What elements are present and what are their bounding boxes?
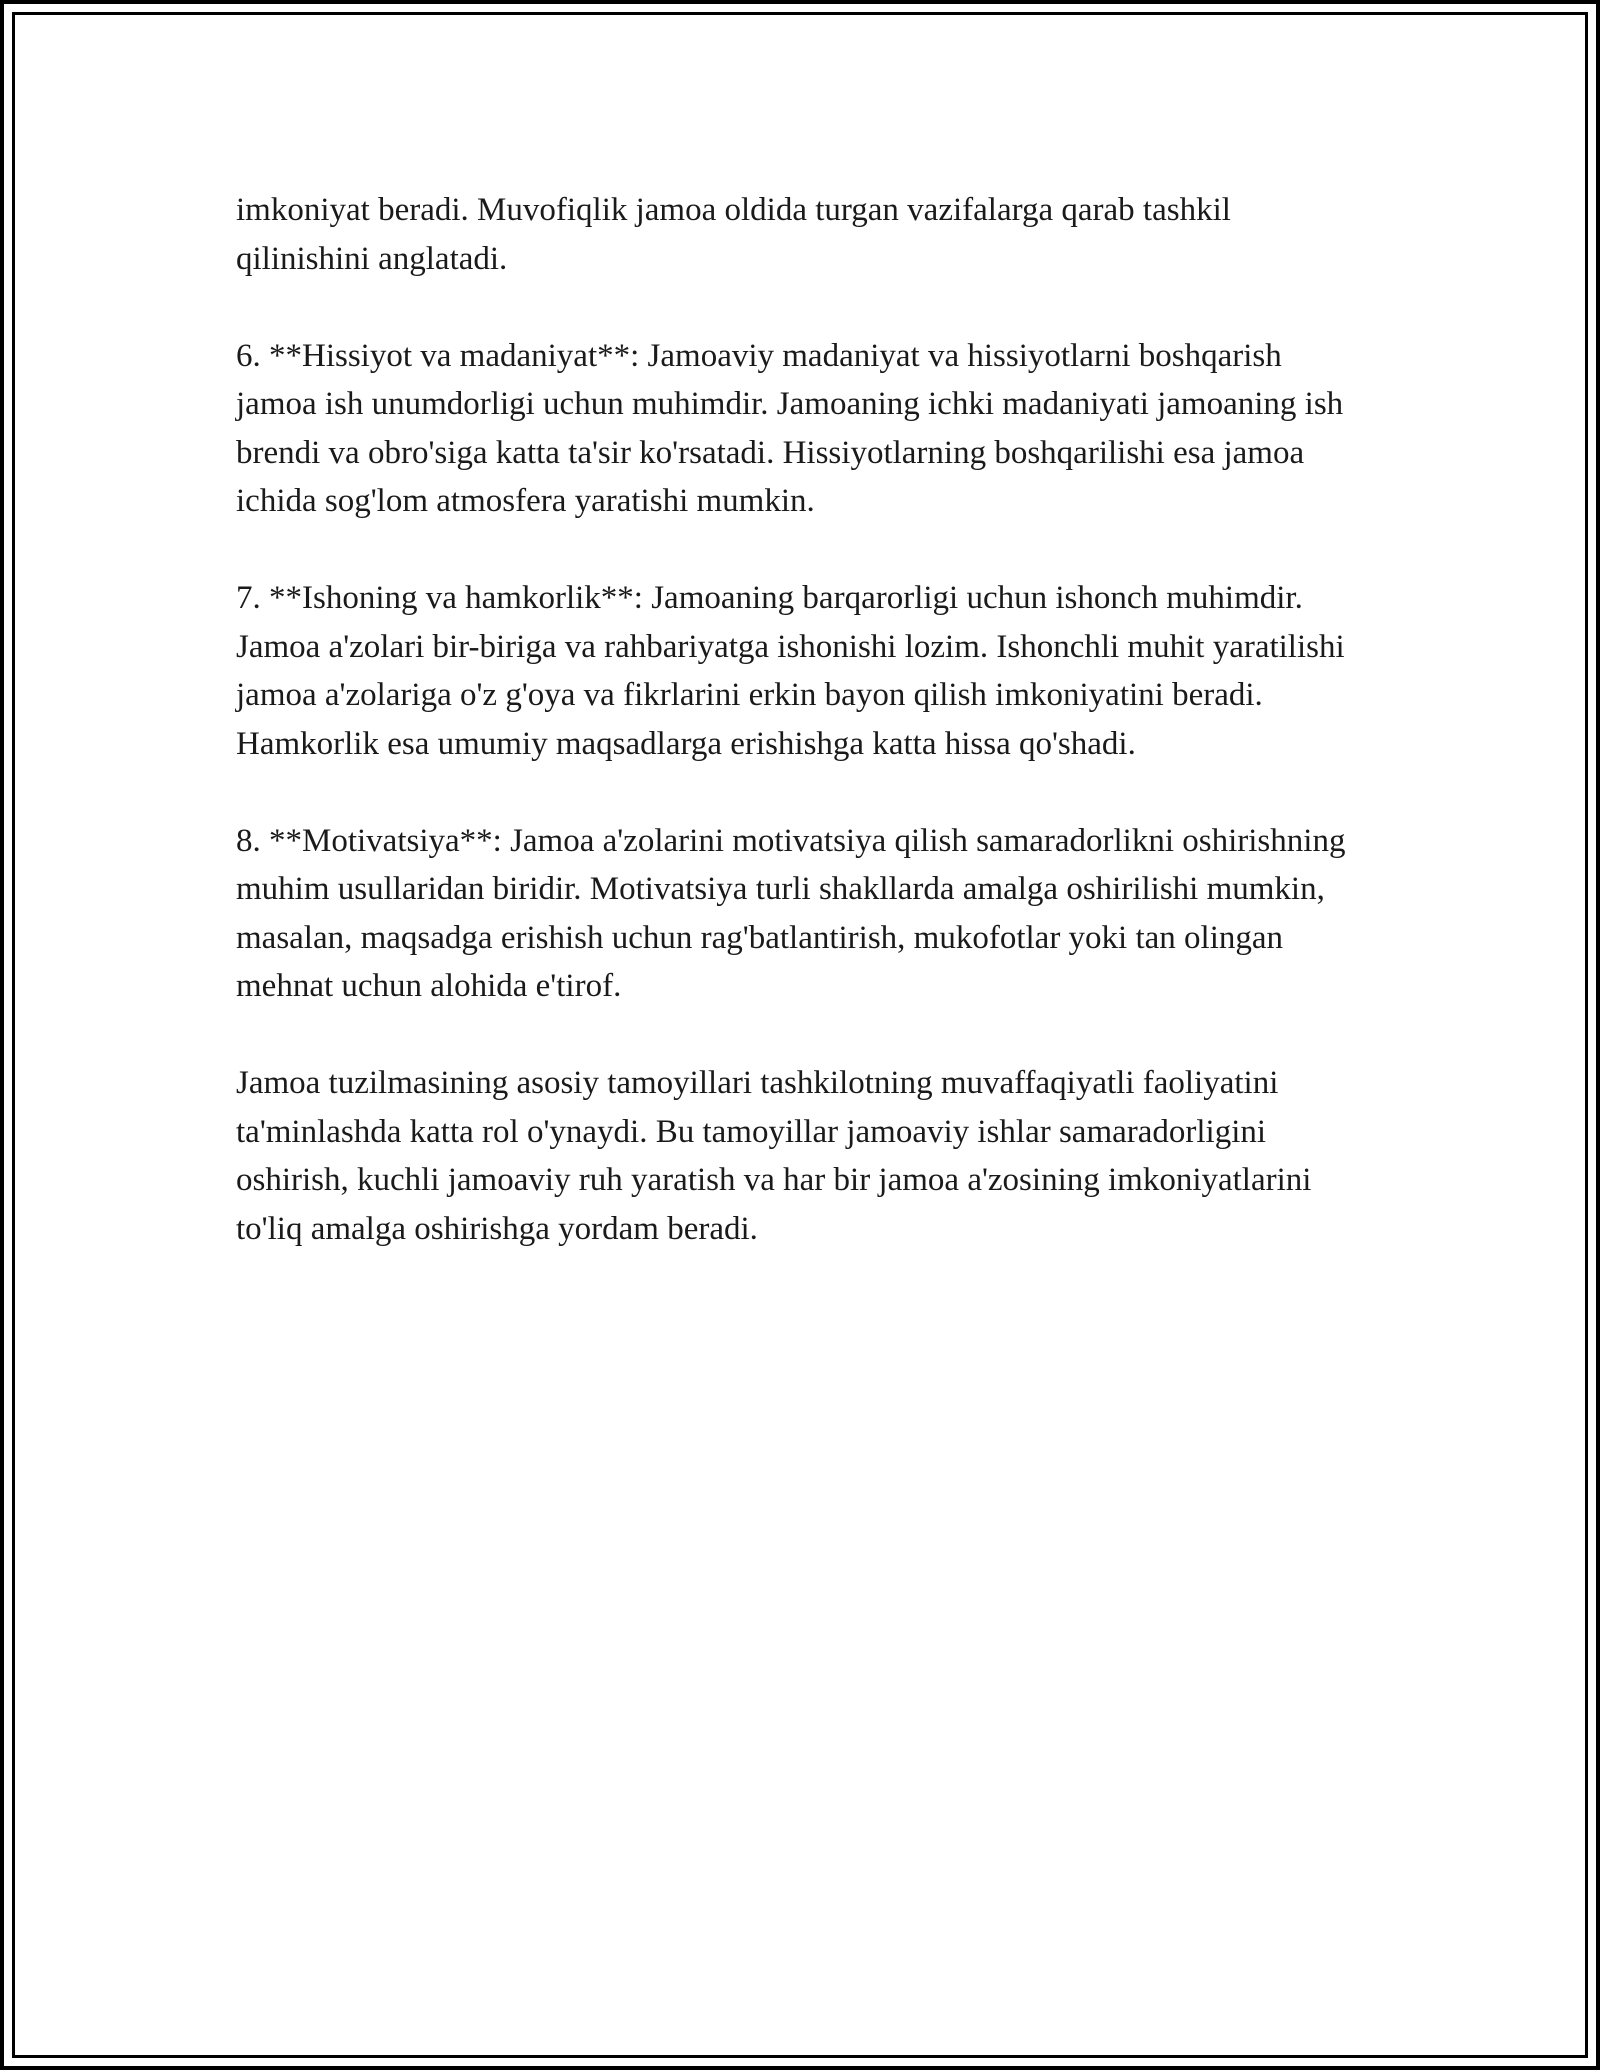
paragraph-item-6: 6. **Hissiyot va madaniyat**: Jamoaviy madaniyat va hissiyotlarni boshqarish jamoa ish unumdorligi uchun muhimdir. Jamoaning ichki madaniyati jamoaning ish brendi va obro'siga katta ta'sir ko'rsatadi. Hissiyotlarning boshqarilishi esa jamoa ichida sog'lom atmosfera yaratishi mumkin. [236,337,1344,519]
paragraph-item-7: 7. **Ishoning va hamkorlik**: Jamoaning barqarorligi uchun ishonch muhimdir. Jamoa a'zolari bir-biriga va rahbariyatga ishonishi lozim. Ishonchli muhit yaratilishi jamoa a'zolariga o'z g'oya va fikrlarini erkin bayon qilish imkoniyatini beradi. Hamkorlik esa umumiy maqsadlarga erishishga katta hissa qo'shadi. [236,580,1345,762]
paragraph-conclusion: Jamoa tuzilmasining asosiy tamoyillari tashkilotning muvaffaqiyatli faoliyatini ta'minlashda katta rol o'ynaydi. Bu tamoyillar jamoaviy ishlar samaradorligini oshirish, kuchli jamoaviy ruh yaratish va har bir jamoa a'zosining imkoniyatlarini to'liq amalga oshirishga yordam beradi. [236,1065,1312,1247]
paragraph-continuation: imkoniyat beradi. Muvofiqlik jamoa oldida turgan vazifalarga qarab tashkil qilinishini anglatadi. [236,192,1231,277]
document-body [236,186,1366,1302]
paragraph-item-8: 8. **Motivatsiya**: Jamoa a'zolarini motivatsiya qilish samaradorlikni oshirishning muhim usullaridan biridir. Motivatsiya turli shakllarda amalga oshirilishi mumkin, masalan, maqsadga erishish uchun rag'batlantirish, mukofotlar yoki tan olingan mehnat uchun alohida e'tirof. [236,822,1346,1004]
